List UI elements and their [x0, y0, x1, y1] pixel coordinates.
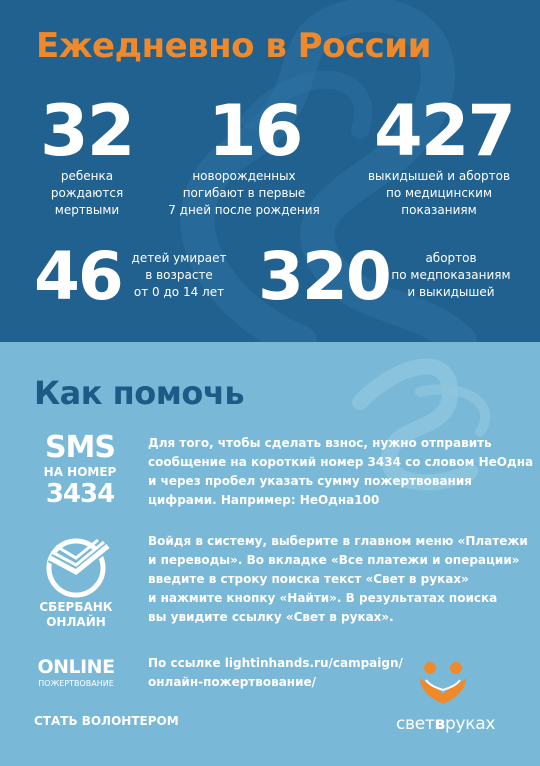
- stat-number: 46: [34, 238, 122, 315]
- stat-caption: новорожденных погибают в первые 7 дней после рождения: [168, 169, 320, 217]
- logo-part: свет: [396, 714, 435, 734]
- sberbank-label: СБЕРБАНК ОНЛАЙН: [39, 600, 113, 629]
- sms-code: 3434: [45, 479, 115, 509]
- stat-caption: детей умирает в возрасте от 0 до 14 лет: [131, 251, 227, 299]
- hands-heart-logo-icon: [416, 660, 470, 706]
- volunteer-link[interactable]: СТАТЬ ВОЛОНТЕРОМ: [34, 714, 179, 728]
- logo-wordmark: [396, 714, 495, 734]
- online-badge: [34, 656, 118, 689]
- sms-badge: [34, 432, 126, 508]
- sberbank-logo-icon: [38, 536, 114, 598]
- stat-caption: выкидышей и абортов по медицинским показаниям: [367, 169, 511, 217]
- stat-number: 16: [208, 90, 302, 172]
- stat-number: 427: [374, 90, 515, 172]
- online-subtitle: ПОЖЕРТВОВАНИЕ: [38, 679, 114, 688]
- stats-title: Ежедневно в России: [36, 26, 431, 66]
- online-label: ONLINE: [37, 656, 115, 678]
- sms-description: Для того, чтобы сделать взнос, нужно отправить сообщение на короткий номер 3434 со словом НеОдна и через пробел указать сумму пожертвования цифрами. Например: НеОдна100: [148, 436, 534, 507]
- online-description[interactable]: По ссылке lightinhands.ru/campaign/ онлайн-пожертвование/: [148, 656, 403, 689]
- logo-part: в: [434, 714, 445, 734]
- stat-number: 320: [258, 238, 390, 315]
- stat-caption: абортов по медпоказаниям и выкидышей: [391, 251, 511, 299]
- stat-number: 32: [40, 90, 134, 172]
- sms-subtitle: НА НОМЕР: [43, 465, 117, 479]
- help-title: Как помочь: [34, 374, 245, 412]
- stat-caption: ребенка рождаются мертвыми: [50, 169, 124, 217]
- logo-part: руках: [445, 714, 496, 734]
- sber-description: Войдя в систему, выберите в главном меню «Платежи и переводы». Во вкладке «Все платежи и операции» введите в строку поиска текст «Свет в руках» и нажмите кнопку «Найти». В результатах поиска вы увидите ссылку «Свет в руках».: [148, 534, 528, 624]
- sms-label: SMS: [44, 430, 116, 465]
- stats-section: [0, 0, 540, 342]
